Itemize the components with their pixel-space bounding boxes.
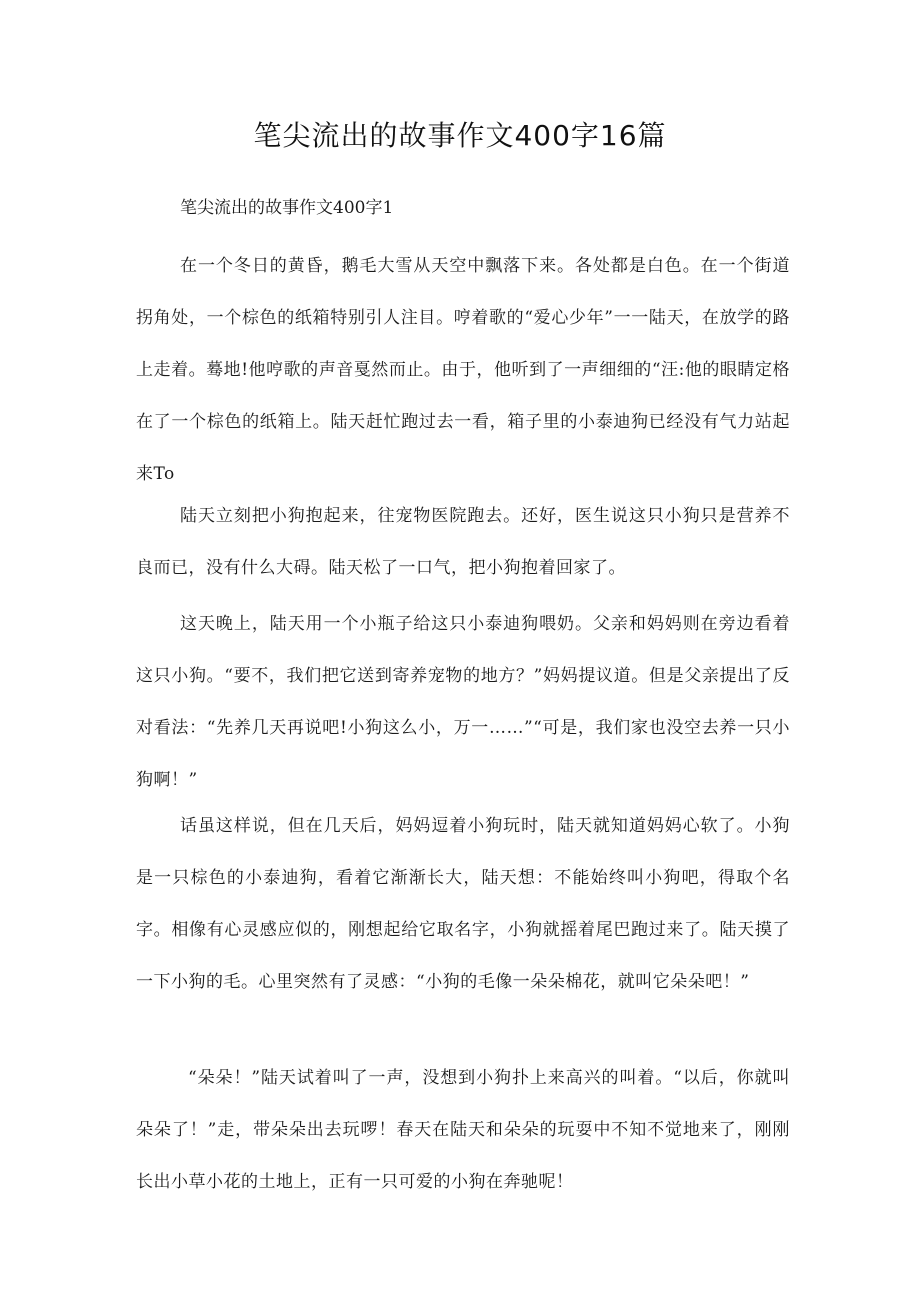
paragraph-4: 话虽这样说，但在几天后，妈妈逗着小狗玩时，陆天就知道妈妈心软了。小狗是一只棕色的小泰迪狗，看着它渐渐长大，陆天想：不能始终叫小狗吧，得取个名字。相像有心灵感应似的，刚想起给它取名字，小狗就摇着尾巴跑过来了。陆天摸了一下小狗的毛。心里突然有了灵感：“小狗的毛像一朵朵棉花，就叫它朵朵吧！” — [136, 816, 790, 992]
paragraph-5: “朵朵！”陆天试着叫了一声，没想到小狗扑上来高兴的叫着。“以后，你就叫朵朵了！”走，带朵朵出去玩啰！春天在陆天和朵朵的玩耍中不知不觉地来了，刚刚长出小草小花的土地上，正有一只可爱的小狗在奔驰呢！ — [136, 1068, 790, 1192]
paragraph-3: 这天晚上，陆天用一个小瓶子给这只小泰迪狗喂奶。父亲和妈妈则在旁边看着这只小狗。“要不，我们把它送到寄养宠物的地方？”妈妈提议道。但是父亲提出了反对看法：“先养几天再说吧!小狗这么小，万一……”“可是，我们家也没空去养一只小狗啊！” — [136, 614, 790, 790]
paragraph-2: 陆天立刻把小狗抱起来，往宠物医院跑去。还好，医生说这只小狗只是营养不良而已，没有什么大碍。陆天松了一口气，把小狗抱着回家了。 — [136, 506, 790, 578]
document-title: 笔尖流出的故事作文400字16篇 — [253, 119, 667, 152]
section-heading: 笔尖流出的故事作文400字1 — [180, 198, 394, 218]
paragraph-1: 在一个冬日的黄昏，鹅毛大雪从天空中飘落下来。各处都是白色。在一个街道拐角处，一个棕色的纸箱特别引人注目。哼着歌的“爱心少年”一一陆天，在放学的路上走着。蓦地!他哼歌的声音戛然而止。由于，他听到了一声细细的“汪:他的眼睛定格在了一个棕色的纸箱上。陆天赶忙跑过去一看，箱子里的小泰迪狗已经没有气力站起来To — [136, 256, 790, 484]
